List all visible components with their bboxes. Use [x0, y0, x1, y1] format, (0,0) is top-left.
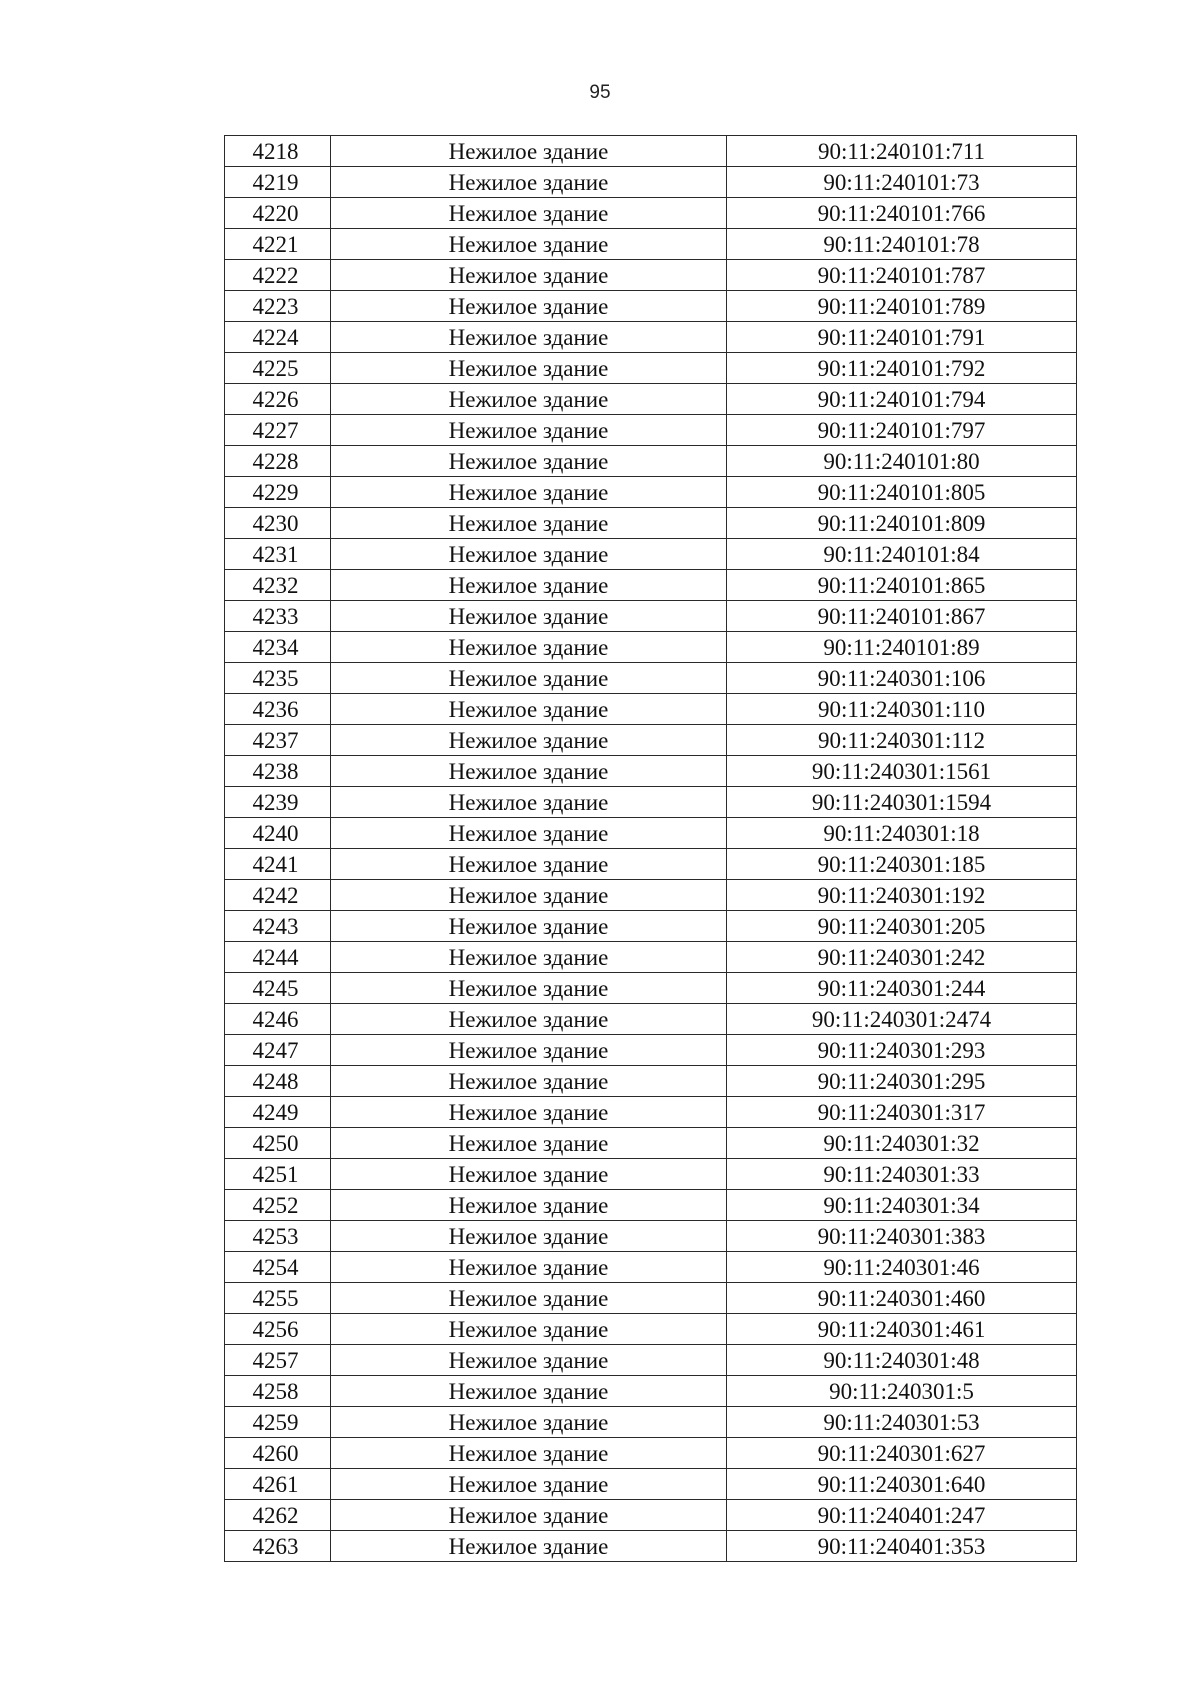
row-number-cell: 4240: [225, 818, 331, 849]
cadastral-number-cell: 90:11:240301:2474: [727, 1004, 1077, 1035]
object-type-cell: Нежилое здание: [331, 322, 727, 353]
cadastral-number-cell: 90:11:240301:32: [727, 1128, 1077, 1159]
row-number-cell: 4253: [225, 1221, 331, 1252]
table-row: [225, 601, 1077, 632]
cadastral-number-cell: 90:11:240301:460: [727, 1283, 1077, 1314]
object-type-cell: Нежилое здание: [331, 694, 727, 725]
cadastral-number-cell: 90:11:240301:1594: [727, 787, 1077, 818]
row-number-cell: 4257: [225, 1345, 331, 1376]
object-type-cell: Нежилое здание: [331, 539, 727, 570]
row-number-cell: 4248: [225, 1066, 331, 1097]
table-row: [225, 260, 1077, 291]
row-number-cell: 4220: [225, 198, 331, 229]
row-number-cell: 4228: [225, 446, 331, 477]
table-row: [225, 1438, 1077, 1469]
cadastral-number-cell: 90:11:240101:865: [727, 570, 1077, 601]
table-row: [225, 1035, 1077, 1066]
row-number-cell: 4221: [225, 229, 331, 260]
row-number-cell: 4255: [225, 1283, 331, 1314]
table-row: [225, 632, 1077, 663]
table-row: [225, 353, 1077, 384]
object-type-cell: Нежилое здание: [331, 1314, 727, 1345]
cadastral-number-cell: 90:11:240301:293: [727, 1035, 1077, 1066]
object-type-cell: Нежилое здание: [331, 880, 727, 911]
row-number-cell: 4252: [225, 1190, 331, 1221]
row-number-cell: 4233: [225, 601, 331, 632]
row-number-cell: 4241: [225, 849, 331, 880]
table-row: [225, 1500, 1077, 1531]
table-row: [225, 1221, 1077, 1252]
table-row: [225, 849, 1077, 880]
table-row: [225, 756, 1077, 787]
cadastral-number-cell: 90:11:240301:1561: [727, 756, 1077, 787]
object-type-cell: Нежилое здание: [331, 1035, 727, 1066]
cadastral-number-cell: 90:11:240101:805: [727, 477, 1077, 508]
cadastral-number-cell: 90:11:240301:192: [727, 880, 1077, 911]
table-row: [225, 415, 1077, 446]
object-type-cell: Нежилое здание: [331, 353, 727, 384]
object-type-cell: Нежилое здание: [331, 384, 727, 415]
row-number-cell: 4223: [225, 291, 331, 322]
object-type-cell: Нежилое здание: [331, 1097, 727, 1128]
object-type-cell: Нежилое здание: [331, 1438, 727, 1469]
row-number-cell: 4234: [225, 632, 331, 663]
object-type-cell: Нежилое здание: [331, 1252, 727, 1283]
object-type-cell: Нежилое здание: [331, 1407, 727, 1438]
table-row: [225, 1066, 1077, 1097]
cadastral-number-cell: 90:11:240301:46: [727, 1252, 1077, 1283]
object-type-cell: Нежилое здание: [331, 1531, 727, 1562]
object-type-cell: Нежилое здание: [331, 1066, 727, 1097]
row-number-cell: 4239: [225, 787, 331, 818]
object-type-cell: Нежилое здание: [331, 508, 727, 539]
cadastral-number-cell: 90:11:240301:33: [727, 1159, 1077, 1190]
row-number-cell: 4227: [225, 415, 331, 446]
cadastral-number-cell: 90:11:240301:48: [727, 1345, 1077, 1376]
cadastral-number-cell: 90:11:240301:295: [727, 1066, 1077, 1097]
row-number-cell: 4243: [225, 911, 331, 942]
table-row: [225, 818, 1077, 849]
table-row: [225, 384, 1077, 415]
cadastral-number-cell: 90:11:240101:84: [727, 539, 1077, 570]
cadastral-number-cell: 90:11:240301:242: [727, 942, 1077, 973]
cadastral-number-cell: 90:11:240301:383: [727, 1221, 1077, 1252]
registry-table-body: [225, 136, 1077, 1562]
cadastral-number-cell: 90:11:240301:34: [727, 1190, 1077, 1221]
cadastral-number-cell: 90:11:240101:73: [727, 167, 1077, 198]
cadastral-number-cell: 90:11:240101:809: [727, 508, 1077, 539]
object-type-cell: Нежилое здание: [331, 1376, 727, 1407]
row-number-cell: 4232: [225, 570, 331, 601]
object-type-cell: Нежилое здание: [331, 1345, 727, 1376]
cadastral-number-cell: 90:11:240101:794: [727, 384, 1077, 415]
object-type-cell: Нежилое здание: [331, 756, 727, 787]
row-number-cell: 4259: [225, 1407, 331, 1438]
object-type-cell: Нежилое здание: [331, 1190, 727, 1221]
cadastral-number-cell: 90:11:240101:89: [727, 632, 1077, 663]
cadastral-number-cell: 90:11:240401:247: [727, 1500, 1077, 1531]
row-number-cell: 4261: [225, 1469, 331, 1500]
row-number-cell: 4256: [225, 1314, 331, 1345]
row-number-cell: 4229: [225, 477, 331, 508]
table-row: [225, 446, 1077, 477]
table-row: [225, 1190, 1077, 1221]
cadastral-number-cell: 90:11:240101:78: [727, 229, 1077, 260]
row-number-cell: 4242: [225, 880, 331, 911]
table-row: [225, 1128, 1077, 1159]
row-number-cell: 4225: [225, 353, 331, 384]
object-type-cell: Нежилое здание: [331, 973, 727, 1004]
row-number-cell: 4254: [225, 1252, 331, 1283]
cadastral-number-cell: 90:11:240101:711: [727, 136, 1077, 167]
row-number-cell: 4262: [225, 1500, 331, 1531]
row-number-cell: 4251: [225, 1159, 331, 1190]
row-number-cell: 4245: [225, 973, 331, 1004]
table-row: [225, 229, 1077, 260]
cadastral-number-cell: 90:11:240301:627: [727, 1438, 1077, 1469]
table-row: [225, 539, 1077, 570]
cadastral-number-cell: 90:11:240101:797: [727, 415, 1077, 446]
table-row: [225, 973, 1077, 1004]
table-row: [225, 167, 1077, 198]
table-row: [225, 1159, 1077, 1190]
row-number-cell: 4249: [225, 1097, 331, 1128]
row-number-cell: 4260: [225, 1438, 331, 1469]
row-number-cell: 4263: [225, 1531, 331, 1562]
object-type-cell: Нежилое здание: [331, 291, 727, 322]
table-row: [225, 1283, 1077, 1314]
cadastral-number-cell: 90:11:240101:80: [727, 446, 1077, 477]
object-type-cell: Нежилое здание: [331, 911, 727, 942]
object-type-cell: Нежилое здание: [331, 1004, 727, 1035]
table-row: [225, 508, 1077, 539]
object-type-cell: Нежилое здание: [331, 570, 727, 601]
table-row: [225, 198, 1077, 229]
table-row: [225, 1345, 1077, 1376]
row-number-cell: 4250: [225, 1128, 331, 1159]
row-number-cell: 4236: [225, 694, 331, 725]
object-type-cell: Нежилое здание: [331, 787, 727, 818]
row-number-cell: 4244: [225, 942, 331, 973]
object-type-cell: Нежилое здание: [331, 415, 727, 446]
object-type-cell: Нежилое здание: [331, 849, 727, 880]
object-type-cell: Нежилое здание: [331, 1283, 727, 1314]
table-row: [225, 1376, 1077, 1407]
row-number-cell: 4231: [225, 539, 331, 570]
object-type-cell: Нежилое здание: [331, 725, 727, 756]
row-number-cell: 4235: [225, 663, 331, 694]
object-type-cell: Нежилое здание: [331, 632, 727, 663]
object-type-cell: Нежилое здание: [331, 198, 727, 229]
object-type-cell: Нежилое здание: [331, 1159, 727, 1190]
table-row: [225, 1469, 1077, 1500]
cadastral-number-cell: 90:11:240101:792: [727, 353, 1077, 384]
cadastral-number-cell: 90:11:240301:112: [727, 725, 1077, 756]
object-type-cell: Нежилое здание: [331, 446, 727, 477]
object-type-cell: Нежилое здание: [331, 136, 727, 167]
table-row: [225, 1004, 1077, 1035]
object-type-cell: Нежилое здание: [331, 167, 727, 198]
object-type-cell: Нежилое здание: [331, 477, 727, 508]
cadastral-number-cell: 90:11:240301:317: [727, 1097, 1077, 1128]
object-type-cell: Нежилое здание: [331, 601, 727, 632]
table-row: [225, 911, 1077, 942]
cadastral-number-cell: 90:11:240301:5: [727, 1376, 1077, 1407]
table-row: [225, 291, 1077, 322]
cadastral-number-cell: 90:11:240101:787: [727, 260, 1077, 291]
table-row: [225, 942, 1077, 973]
cadastral-number-cell: 90:11:240301:110: [727, 694, 1077, 725]
row-number-cell: 4247: [225, 1035, 331, 1066]
table-row: [225, 1097, 1077, 1128]
object-type-cell: Нежилое здание: [331, 663, 727, 694]
cadastral-number-cell: 90:11:240101:789: [727, 291, 1077, 322]
object-type-cell: Нежилое здание: [331, 1128, 727, 1159]
cadastral-number-cell: 90:11:240301:244: [727, 973, 1077, 1004]
object-type-cell: Нежилое здание: [331, 1221, 727, 1252]
table-row: [225, 725, 1077, 756]
cadastral-number-cell: 90:11:240301:106: [727, 663, 1077, 694]
table-row: [225, 1407, 1077, 1438]
cadastral-number-cell: 90:11:240301:205: [727, 911, 1077, 942]
cadastral-number-cell: 90:11:240101:791: [727, 322, 1077, 353]
cadastral-number-cell: 90:11:240301:53: [727, 1407, 1077, 1438]
registry-table: [224, 135, 1077, 1562]
row-number-cell: 4246: [225, 1004, 331, 1035]
table-row: [225, 1531, 1077, 1562]
cadastral-number-cell: 90:11:240301:640: [727, 1469, 1077, 1500]
cadastral-number-cell: 90:11:240301:185: [727, 849, 1077, 880]
object-type-cell: Нежилое здание: [331, 229, 727, 260]
table-row: [225, 136, 1077, 167]
table-row: [225, 1314, 1077, 1345]
table-row: [225, 322, 1077, 353]
object-type-cell: Нежилое здание: [331, 1469, 727, 1500]
table-row: [225, 1252, 1077, 1283]
table-row: [225, 570, 1077, 601]
row-number-cell: 4222: [225, 260, 331, 291]
table-row: [225, 663, 1077, 694]
table-row: [225, 787, 1077, 818]
row-number-cell: 4258: [225, 1376, 331, 1407]
object-type-cell: Нежилое здание: [331, 260, 727, 291]
row-number-cell: 4219: [225, 167, 331, 198]
cadastral-number-cell: 90:11:240101:766: [727, 198, 1077, 229]
table-row: [225, 477, 1077, 508]
table-row: [225, 880, 1077, 911]
row-number-cell: 4238: [225, 756, 331, 787]
cadastral-number-cell: 90:11:240301:18: [727, 818, 1077, 849]
table-row: [225, 694, 1077, 725]
row-number-cell: 4226: [225, 384, 331, 415]
object-type-cell: Нежилое здание: [331, 818, 727, 849]
row-number-cell: 4224: [225, 322, 331, 353]
row-number-cell: 4230: [225, 508, 331, 539]
cadastral-number-cell: 90:11:240401:353: [727, 1531, 1077, 1562]
cadastral-number-cell: 90:11:240301:461: [727, 1314, 1077, 1345]
page-number: 95: [589, 82, 611, 103]
cadastral-number-cell: 90:11:240101:867: [727, 601, 1077, 632]
object-type-cell: Нежилое здание: [331, 1500, 727, 1531]
row-number-cell: 4237: [225, 725, 331, 756]
object-type-cell: Нежилое здание: [331, 942, 727, 973]
row-number-cell: 4218: [225, 136, 331, 167]
